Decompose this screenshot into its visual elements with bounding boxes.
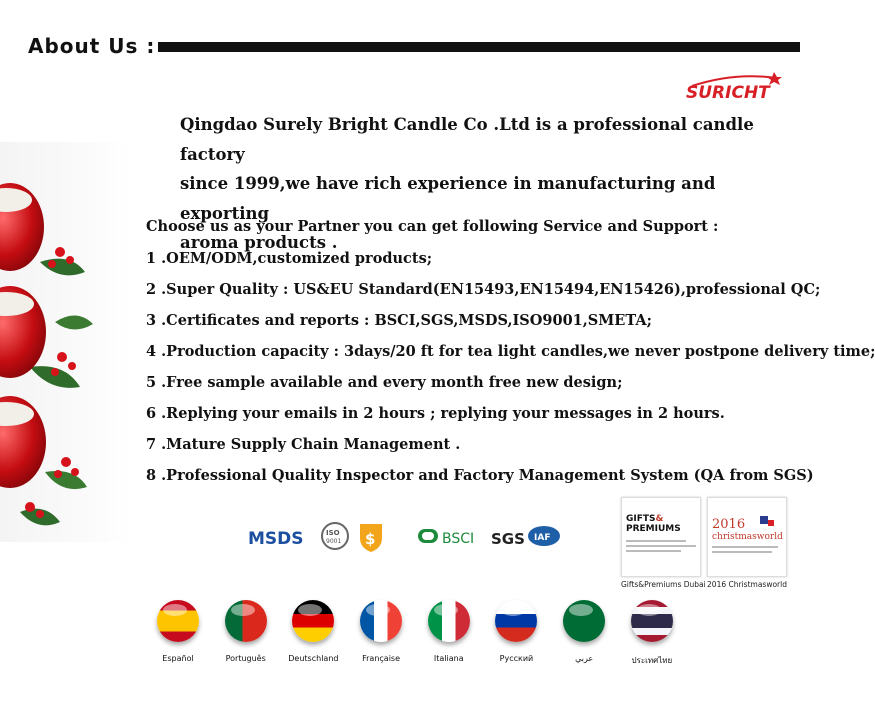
- fine-print-line: [626, 550, 681, 552]
- iso-logo-text: ISO: [326, 529, 340, 537]
- language-label: عربي: [575, 654, 594, 663]
- company-intro: [180, 110, 780, 258]
- fine-print-line: [712, 551, 772, 553]
- language-label: Русский: [499, 654, 534, 663]
- language-option-pt[interactable]: [213, 600, 279, 667]
- list-item: 4 .Production capacity : 3days/20 ft for tea light candles,we never postpone delivery time;: [146, 343, 875, 360]
- company-logo[interactable]: [684, 70, 784, 104]
- iaf-logo: [528, 526, 560, 546]
- language-label: Française: [362, 654, 401, 663]
- iaf-logo-text: IAF: [534, 533, 551, 543]
- iso-logo-number: 9001: [326, 538, 342, 545]
- candle-glass-3: [0, 396, 46, 488]
- language-label: Português: [225, 654, 266, 663]
- candle-glass-2: [0, 286, 46, 378]
- spain-flag-icon: [157, 600, 199, 642]
- services-list: [146, 249, 875, 497]
- russia-flag-icon: [495, 600, 537, 642]
- fair-title-part: GIFTS: [626, 514, 656, 524]
- fair-caption: Gifts&Premiums Dubai: [621, 580, 706, 589]
- bsci-logo-text: BSCI: [442, 531, 475, 547]
- header-divider: [158, 42, 800, 52]
- list-item: 1 .OEM/ODM,customized products;: [146, 250, 433, 267]
- services-heading: Choose us as your Partner you can get following Service and Support :: [146, 218, 719, 235]
- thailand-flag-icon: [631, 600, 673, 642]
- logo-text: SURICHT: [686, 83, 770, 103]
- language-label: Español: [162, 654, 194, 663]
- list-item: 8 .Professional Quality Inspector and Factory Management System (QA from SGS): [146, 467, 814, 484]
- language-option-fr[interactable]: [348, 600, 414, 667]
- intro-line: aroma products .: [180, 233, 338, 252]
- svg-text:$: $: [365, 530, 376, 548]
- dollar-shield-icon: [360, 524, 382, 552]
- fair-card: [707, 497, 787, 577]
- fine-print-line: [712, 546, 778, 548]
- fair-caption: 2016 Christmasworld: [707, 580, 787, 589]
- fair-card-title: [626, 514, 681, 534]
- germany-flag-icon: [292, 600, 334, 642]
- fair-title-part: PREMIUMS: [626, 524, 681, 534]
- language-selector: [145, 600, 687, 667]
- logo-graphic: [684, 70, 784, 104]
- intro-line: Qingdao Surely Bright Candle Co .Ltd is a professional candle factory: [180, 115, 754, 164]
- france-flag-icon: [360, 600, 402, 642]
- sgs-logo: SGS: [491, 530, 525, 548]
- fair-title-amp: &: [655, 514, 664, 524]
- language-label: Deutschland: [288, 654, 339, 663]
- fair-card: [621, 497, 701, 577]
- saudi-flag-icon: [563, 600, 605, 642]
- page-title: About Us :: [28, 34, 156, 58]
- fair-mark-icon: [760, 516, 768, 524]
- certification-strip: [246, 520, 586, 554]
- language-option-it[interactable]: [416, 600, 482, 667]
- intro-line: since 1999,we have rich experience in manufacturing and exporting: [180, 174, 716, 223]
- language-option-es[interactable]: [145, 600, 211, 667]
- candle-illustration: [0, 142, 133, 542]
- iso-9001-logo: [322, 523, 348, 549]
- certification-logos: [246, 520, 586, 554]
- list-item: 5 .Free sample available and every month free new design;: [146, 374, 623, 391]
- fair-mark-icon: [768, 520, 774, 526]
- language-label: Italiana: [433, 654, 464, 663]
- list-item: 7 .Mature Supply Chain Management .: [146, 436, 461, 453]
- fine-print-line: [626, 545, 696, 547]
- fair-name: christmasworld: [712, 532, 783, 542]
- candle-glass-1: [0, 183, 44, 271]
- fine-print-line: [626, 540, 686, 542]
- msds-logo: MSDS: [248, 529, 304, 549]
- language-option-ar[interactable]: [551, 600, 617, 667]
- candle-decoration-image: [0, 142, 133, 542]
- language-option-ru[interactable]: [483, 600, 549, 667]
- language-option-de[interactable]: [280, 600, 346, 667]
- list-item: 2 .Super Quality : US&EU Standard(EN15493,EN15494,EN15426),professional QC;: [146, 281, 821, 298]
- bsci-logo: [418, 529, 474, 547]
- list-item: 6 .Replying your emails in 2 hours ; replying your messages in 2 hours.: [146, 405, 725, 422]
- language-option-th[interactable]: [619, 600, 685, 667]
- italy-flag-icon: [428, 600, 470, 642]
- fair-year: 2016: [712, 517, 746, 532]
- list-item: 3 .Certificates and reports : BSCI,SGS,MSDS,ISO9001,SMETA;: [146, 312, 652, 329]
- fair-gifts-premiums[interactable]: [621, 497, 706, 589]
- portugal-flag-icon: [225, 600, 267, 642]
- language-label: ประเทศไทย: [631, 656, 673, 665]
- fair-christmasworld[interactable]: [707, 497, 787, 589]
